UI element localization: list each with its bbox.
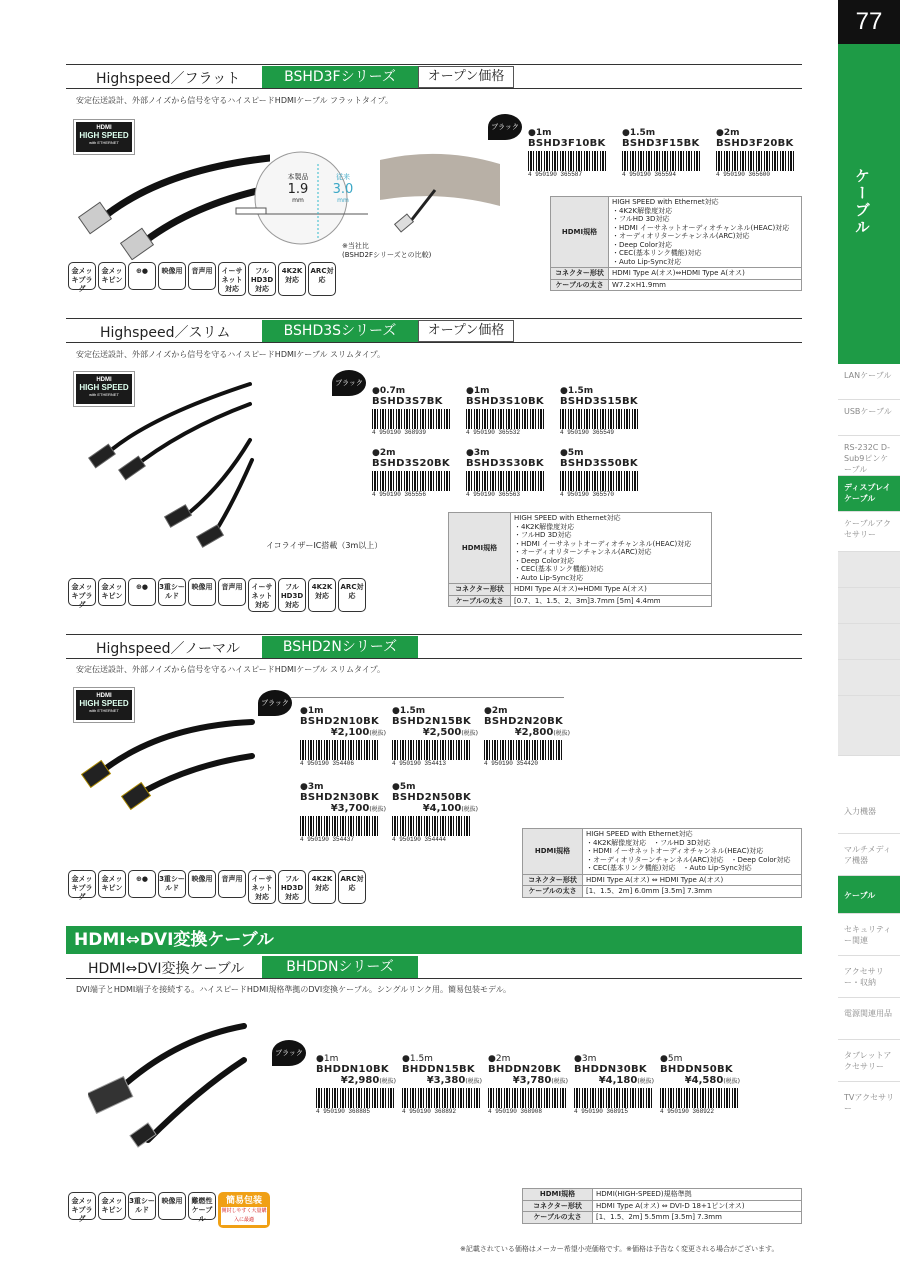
feature-icons bbox=[68, 262, 336, 296]
side-filler-5 bbox=[838, 696, 900, 756]
product-bshd3s30bk: ●3m BSHD3S30BK 4 950190 365563 bbox=[466, 448, 544, 498]
section-series: BSHD2Nシリーズ bbox=[262, 636, 418, 658]
product-bshd3s10bk: ●1m BSHD3S10BK 4 950190 365532 bbox=[466, 386, 544, 436]
barcode bbox=[622, 151, 700, 171]
product-row bbox=[300, 782, 484, 843]
triple-shield-icon: 3重シールド bbox=[158, 578, 186, 606]
barcode bbox=[716, 151, 794, 171]
color-tag: ブラック bbox=[488, 114, 522, 140]
gold-pin-icon: 金メッキピン bbox=[98, 578, 126, 606]
product-bshd3f20bk: ●2m BSHD3F20BK 4 950190 365600 bbox=[716, 128, 794, 178]
audio-icon: 音声用 bbox=[218, 578, 246, 606]
section-series: BHDDNシリーズ bbox=[262, 956, 418, 978]
color-tag: ブラック bbox=[272, 1040, 306, 1066]
compare-note: ※当社比 (BSHD2Fシリーズとの比較) bbox=[342, 242, 432, 259]
product-row bbox=[300, 706, 576, 767]
section-series: BSHD3Fシリーズ bbox=[262, 66, 418, 88]
barcode bbox=[560, 471, 638, 491]
side-cat-acc-storage[interactable]: アクセサリー・収納 bbox=[838, 956, 900, 998]
side-cat-tablet[interactable]: タブレットアクセサリー bbox=[838, 1040, 900, 1082]
side-item-lan[interactable]: LANケーブル bbox=[838, 364, 900, 400]
4k2k-icon: 4K2K対応 bbox=[278, 262, 306, 296]
video-icon: 映像用 bbox=[188, 870, 216, 898]
4k2k-icon: 4K2K対応 bbox=[308, 870, 336, 904]
normal-cable-image bbox=[76, 716, 256, 826]
audio-icon: 音声用 bbox=[218, 870, 246, 898]
gold-pin-icon: 金メッキピン bbox=[98, 1192, 126, 1220]
barcode bbox=[488, 1088, 566, 1108]
color-tag: ブラック bbox=[332, 370, 366, 396]
side-filler-1 bbox=[838, 552, 900, 588]
page-number: 77 bbox=[838, 0, 900, 44]
barcode bbox=[574, 1088, 652, 1108]
spec-table: HDMI規格 HIGH SPEED with Ethernet対応 ・4K2K解像度対応 ・フルHD 3D対応 ・HDMI イーサネットオーディオチャンネル(HEAC)対応 ・オーディオリターンチャンネル(ARC)対応 ・Deep Color対応 ・CEC(基本リンク機能)対応 ・Auto Lip-Sync対応 コネクター形状 HDMI Type A(オス) ⇔ HDMI Type A(オス) ケーブルの太さ [1、1.5、2m] 6.0mm [3.5m] 7.3mm bbox=[522, 828, 802, 898]
ethernet-icon: イーサネット対応 bbox=[218, 262, 246, 296]
side-item-rs232c[interactable]: RS-232C D-Sub9ピンケーブル bbox=[838, 436, 900, 476]
audio-icon: 音声用 bbox=[188, 262, 216, 290]
ethernet-icon: イーサネット対応 bbox=[248, 578, 276, 612]
section-desc: 安定伝送設計、外部ノイズから信号を守るハイスピードHDMIケーブル スリムタイプ。 bbox=[76, 350, 386, 359]
hdmi-logo: HDMI HIGH SPEED with ETHERNET bbox=[74, 372, 134, 406]
section-desc: 安定伝送設計、外部ノイズから信号を守るハイスピードHDMIケーブル フラットタイプ。 bbox=[76, 96, 393, 105]
section-name: Highspeed／フラット bbox=[96, 71, 241, 87]
side-catnav bbox=[838, 796, 900, 1124]
product-bhddn15bk: ●1.5m BHDDN15BK ¥3,380(税抜) 4 950190 368892 bbox=[402, 1054, 482, 1115]
barcode bbox=[484, 740, 562, 760]
fullhd3d-icon: フルHD3D対応 bbox=[278, 870, 306, 904]
gold-plug-icon: 金メッキプラグ bbox=[68, 1192, 96, 1220]
equalizer-note: イコライザーIC搭載（3m以上） bbox=[266, 541, 383, 550]
side-subnav bbox=[838, 364, 900, 756]
rule bbox=[290, 697, 564, 698]
product-bshd3s50bk: ●5m BSHD3S50BK 4 950190 365570 bbox=[560, 448, 638, 498]
barcode bbox=[392, 816, 470, 836]
triple-shield-icon: 3重シールド bbox=[128, 1192, 156, 1220]
barcode bbox=[402, 1088, 480, 1108]
product-row bbox=[528, 128, 808, 178]
side-cat-tv[interactable]: TVアクセサリー bbox=[844, 1093, 895, 1113]
product-bshd2n10bk: ●1m BSHD2N10BK ¥2,100(税抜) 4 950190 354406 bbox=[300, 706, 386, 767]
arc-icon: ARC対応 bbox=[308, 262, 336, 296]
product-bshd3s15bk: ●1.5m BSHD3S15BK 4 950190 365549 bbox=[560, 386, 638, 436]
side-item-display[interactable]: ディスプレイケーブル bbox=[838, 476, 900, 512]
barcode bbox=[560, 409, 638, 429]
flame-retardant-icon: 難燃性ケーブル bbox=[188, 1192, 216, 1220]
triple-shield-icon: 3重シールド bbox=[158, 870, 186, 898]
simple-package-icon: 簡易包装 開封しやすく大量購入に最適 bbox=[218, 1192, 270, 1228]
section-top-rule bbox=[66, 634, 802, 635]
section-bottom-rule bbox=[66, 978, 802, 979]
side-tab-label: ケーブル bbox=[853, 168, 871, 236]
section-name: Highspeed／スリム bbox=[100, 325, 231, 341]
product-bhddn50bk: ●5m BHDDN50BK ¥4,580(税抜) 4 950190 368922 bbox=[660, 1054, 740, 1115]
product-bhddn10bk: ●1m BHDDN10BK ¥2,980(税抜) 4 950190 368885 bbox=[316, 1054, 396, 1115]
side-item-usb[interactable]: USBケーブル bbox=[838, 400, 900, 436]
barcode bbox=[300, 816, 378, 836]
dvi-cable-image bbox=[88, 1020, 248, 1150]
barcode bbox=[316, 1088, 394, 1108]
gold-plug-icon: 金メッキプラグ bbox=[68, 578, 96, 606]
barcode bbox=[372, 471, 450, 491]
side-filler-2 bbox=[838, 588, 900, 624]
product-bshd2n20bk: ●2m BSHD2N20BK ¥2,800(税抜) 4 950190 354420 bbox=[484, 706, 570, 767]
ethernet-icon: イーサネット対応 bbox=[248, 870, 276, 904]
arc-icon: ARC対応 bbox=[338, 578, 366, 612]
spec-table: HDMI規格 HIGH SPEED with Ethernet対応 ・4K2K解像度対応 ・フルHD 3D対応 ・HDMI イーサネットオーディオチャンネル(HEAC)対応 ・オーディオリターンチャンネル(ARC)対応 ・Deep Color対応 ・CEC(基本リンク機能)対応 ・Auto Lip-Sync対応 コネクター形状 HDMI Type A(オス)⇔HDMI Type A(オス) ケーブルの太さ W7.2×H1.9mm bbox=[550, 196, 802, 291]
spec-table: HDMI規格 HDMI(HIGH-SPEED)規格準拠 コネクター形状 HDMI Type A(オス) ⇔ DVI-D 18+1ピン(オス) ケーブルの太さ [1、1.5、2m] 5.5mm [3.5m] 7.3mm bbox=[522, 1188, 802, 1224]
section-price: オープン価格 bbox=[418, 66, 514, 88]
section-bottom-rule bbox=[66, 88, 802, 89]
section-top-rule bbox=[66, 64, 802, 65]
gamepad-icon: ⊕● bbox=[128, 578, 156, 606]
footnote: ※記載されている価格はメーカー希望小売価格です。※価格は予告なく変更される場合がございます。 bbox=[460, 1245, 779, 1253]
section-name: HDMI⇔DVI変換ケーブル bbox=[88, 961, 245, 977]
compare-old: 従来 3.0 mm bbox=[332, 173, 354, 204]
product-row bbox=[316, 1054, 746, 1115]
side-cat-multimedia[interactable]: マルチメディア機器 bbox=[838, 834, 900, 876]
side-cat-cable[interactable]: ケーブル bbox=[838, 876, 900, 914]
section-name: Highspeed／ノーマル bbox=[96, 641, 241, 657]
barcode bbox=[660, 1088, 738, 1108]
4k2k-icon: 4K2K対応 bbox=[308, 578, 336, 612]
section-bottom-rule bbox=[66, 658, 802, 659]
fullhd3d-icon: フルHD3D対応 bbox=[278, 578, 306, 612]
gold-pin-icon: 金メッキピン bbox=[98, 870, 126, 898]
video-icon: 映像用 bbox=[158, 1192, 186, 1220]
product-bshd2n50bk: ●5m BSHD2N50BK ¥4,100(税抜) 4 950190 354444 bbox=[392, 782, 478, 843]
barcode bbox=[466, 409, 544, 429]
gold-plug-icon: 金メッキプラグ bbox=[68, 262, 96, 290]
section-price: オープン価格 bbox=[418, 320, 514, 342]
side-cat-power[interactable]: 電源関連用品 bbox=[838, 998, 900, 1040]
flat-cable-texture-image bbox=[380, 150, 510, 240]
arc-icon: ARC対応 bbox=[338, 870, 366, 904]
barcode bbox=[300, 740, 378, 760]
product-bshd3s20bk: ●2m BSHD3S20BK 4 950190 365556 bbox=[372, 448, 450, 498]
hdmi-logo: HDMI HIGH SPEED with ETHERNET bbox=[74, 688, 134, 722]
barcode bbox=[372, 409, 450, 429]
barcode bbox=[528, 151, 606, 171]
section-desc: 安定伝送設計、外部ノイズから信号を守るハイスピードHDMIケーブル スリムタイプ。 bbox=[76, 665, 386, 674]
gold-pin-icon: 金メッキピン bbox=[98, 262, 126, 290]
product-bshd2n15bk: ●1.5m BSHD2N15BK ¥2,500(税抜) 4 950190 354413 bbox=[392, 706, 478, 767]
fullhd3d-icon: フルHD3D対応 bbox=[248, 262, 276, 296]
color-tag: ブラック bbox=[258, 690, 292, 716]
barcode bbox=[392, 740, 470, 760]
section-bottom-rule bbox=[66, 342, 802, 343]
gold-plug-icon: 金メッキプラグ bbox=[68, 870, 96, 898]
feature-icons bbox=[68, 1192, 270, 1228]
section-series: BSHD3Sシリーズ bbox=[262, 320, 418, 342]
section-top-rule bbox=[66, 318, 802, 319]
side-cat-security[interactable]: セキュリティー関連 bbox=[838, 914, 900, 956]
feature-icons bbox=[68, 870, 366, 904]
barcode bbox=[466, 471, 544, 491]
product-bshd3s7bk: ●0.7m BSHD3S7BK 4 950190 368939 bbox=[372, 386, 464, 436]
gamepad-icon: ⊕● bbox=[128, 262, 156, 290]
feature-icons bbox=[68, 578, 366, 612]
video-icon: 映像用 bbox=[158, 262, 186, 290]
product-bhddn30bk: ●3m BHDDN30BK ¥4,180(税抜) 4 950190 368915 bbox=[574, 1054, 654, 1115]
product-bshd3f15bk: ●1.5m BSHD3F15BK 4 950190 365594 bbox=[622, 128, 700, 178]
side-item-accessory[interactable]: ケーブルアクセサリー bbox=[838, 512, 900, 552]
hdmi-logo: HDMI HIGH SPEED with ETHERNET bbox=[74, 120, 134, 154]
product-bhddn20bk: ●2m BHDDN20BK ¥3,780(税抜) 4 950190 368908 bbox=[488, 1054, 568, 1115]
category-band: HDMI⇔DVI変換ケーブル bbox=[66, 926, 802, 954]
product-bshd2n30bk: ●3m BSHD2N30BK ¥3,700(税抜) 4 950190 354437 bbox=[300, 782, 386, 843]
spec-table: HDMI規格 HIGH SPEED with Ethernet対応 ・4K2K解像度対応 ・フルHD 3D対応 ・HDMI イーサネットオーディオチャンネル(HEAC)対応 ・オーディオリターンチャンネル(ARC)対応 ・Deep Color対応 ・CEC(基本リンク機能)対応 ・Auto Lip-Sync対応 コネクター形状 HDMI Type A(オス)⇔HDMI Type A(オス) ケーブルの太さ [0.7、1、1.5、2、3m]3.7mm [5m] 4.4mm bbox=[448, 512, 712, 607]
section-desc: DVI端子とHDMI端子を接続する。ハイスピードHDMI規格準拠のDVI変換ケーブル。シングルリンク用。簡易包装モデル。 bbox=[76, 985, 512, 994]
video-icon: 映像用 bbox=[188, 578, 216, 606]
side-cat-input[interactable]: 入力機器 bbox=[838, 796, 900, 834]
side-filler-3 bbox=[838, 624, 900, 660]
gamepad-icon: ⊕● bbox=[128, 870, 156, 898]
compare-product: 本製品 1.9 mm bbox=[287, 173, 309, 204]
product-row bbox=[372, 386, 652, 436]
product-row bbox=[372, 448, 652, 498]
product-bshd3f10bk: ●1m BSHD3F10BK 4 950190 365587 bbox=[528, 128, 606, 178]
side-filler-4 bbox=[838, 660, 900, 696]
slim-cable-image bbox=[80, 380, 260, 560]
